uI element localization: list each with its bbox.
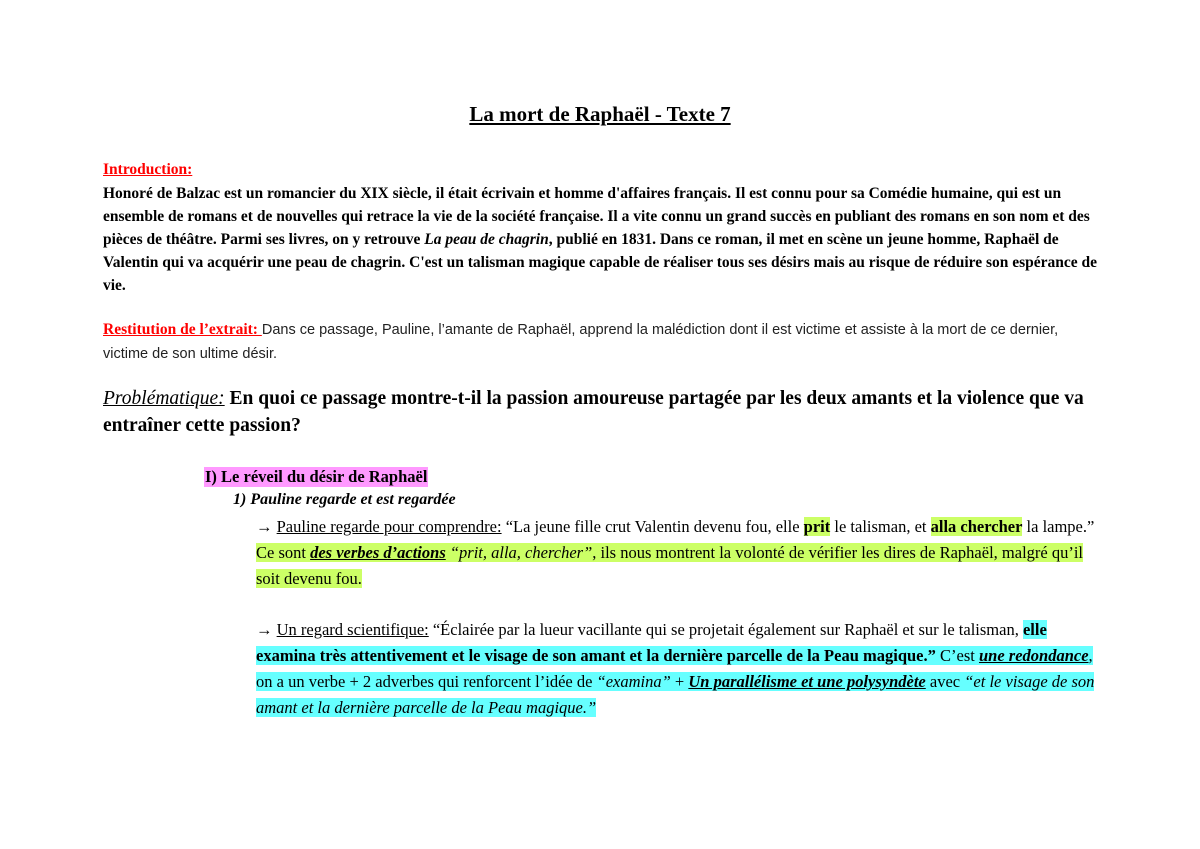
introduction-text-1: Honoré de Balzac est un romancier du XIX siècle, il était écrivain et homme d'affaires français. Il est connu pour sa Comédie humaine, qui est un ensemble de romans et de nouvelles qui retrace la vie de la société française. Il a vite connu un grand succès en publiant des romans en son nom et des pièces de théâtre. Parmi ses livres, on y retrouve (103, 185, 1090, 248)
para-2-quote-1: “Éclairée par la lueur vacillante qui se projetait également sur Raphaël et sur le talisman, (428, 620, 1023, 639)
restitution-paragraph (103, 318, 1103, 366)
introduction-heading (103, 161, 192, 179)
para-2-device-redondance: une redondance (978, 646, 1089, 665)
para-2-cited-examina: “examina” (596, 672, 671, 691)
para-2-comment-7: avec (925, 672, 965, 691)
problematique-text: En quoi ce passage montre-t-il la passion amoureuse partagée par les deux amants et la violence que va entraîner cette passion? (103, 388, 1084, 436)
para-1-comment-1: Ce sont (256, 543, 311, 562)
arrow-icon: → (256, 517, 277, 536)
analysis-paragraph-1 (256, 514, 1096, 592)
para-1-quote-3: le talisman, et (830, 517, 931, 536)
introduction-text-2: , publié en 1831. Dans ce roman, il met en scène un jeune homme, Raphaël de Valentin qui va acquérir une peau de chagrin. C'est un talisman magique capable de réaliser tous ses désirs mais au risque de réduire son espérance de vie. (103, 231, 1098, 294)
section-1-title: I) Le réveil du désir de Raphaël (205, 467, 428, 486)
book-title: La peau de chagrin (424, 231, 549, 248)
para-2-device-parallelisme: Un parallélisme et une polysyndète (688, 672, 926, 691)
arrow-icon: → (256, 620, 277, 639)
para-1-heading: Pauline regarde pour comprendre: (276, 517, 502, 536)
restitution-text: Dans ce passage, Pauline, l’amante de Raphaël, apprend la malédiction dont il est victime et assiste à la mort de ce dernier, victime de son ultime désir. (103, 322, 1059, 362)
problematique-label: Problématique: (103, 388, 225, 409)
subsection-1-title: 1) Pauline regarde et est regardée (233, 491, 456, 508)
introduction-paragraph (103, 182, 1103, 297)
analysis-paragraph-2 (256, 617, 1096, 721)
para-2-comment-1: C’est (935, 646, 979, 665)
problematique-paragraph (103, 385, 1103, 439)
para-1-quote-verb-prit: prit (803, 517, 831, 536)
para-2-cited-phrase: “et le visage de son amant et la dernière parcelle de la Peau magique.” (256, 672, 1095, 717)
page-title: La mort de Raphaël - Texte 7 (469, 102, 731, 126)
para-1-quote-1: “La jeune fille crut Valentin devenu fou, elle (501, 517, 804, 536)
para-2-comment-3: , on a un verbe + 2 adverbes qui renforcent l’idée de (256, 646, 1093, 691)
para-1-quote-verb-alla: alla chercher (930, 517, 1023, 536)
introduction-label: Introduction: (103, 161, 193, 178)
para-1-cited-verbs: “prit, alla, chercher” (445, 543, 593, 562)
para-1-comment-4: , ils nous montrent la volonté de vérifier les dires de Raphaël, malgré qu’il soit devenu fou. (256, 543, 1084, 588)
para-2-comment-5: + (670, 672, 689, 691)
para-2-quote-highlight: elle examina très attentivement et le visage de son amant et la dernière parcelle de la Peau magique.” (256, 620, 1047, 665)
restitution-label: Restitution de l’extrait: (103, 321, 262, 338)
para-1-quote-5: la lampe.” (1022, 517, 1095, 536)
para-2-heading: Un regard scientifique: (276, 620, 429, 639)
para-1-device: des verbes d’actions (310, 543, 446, 562)
